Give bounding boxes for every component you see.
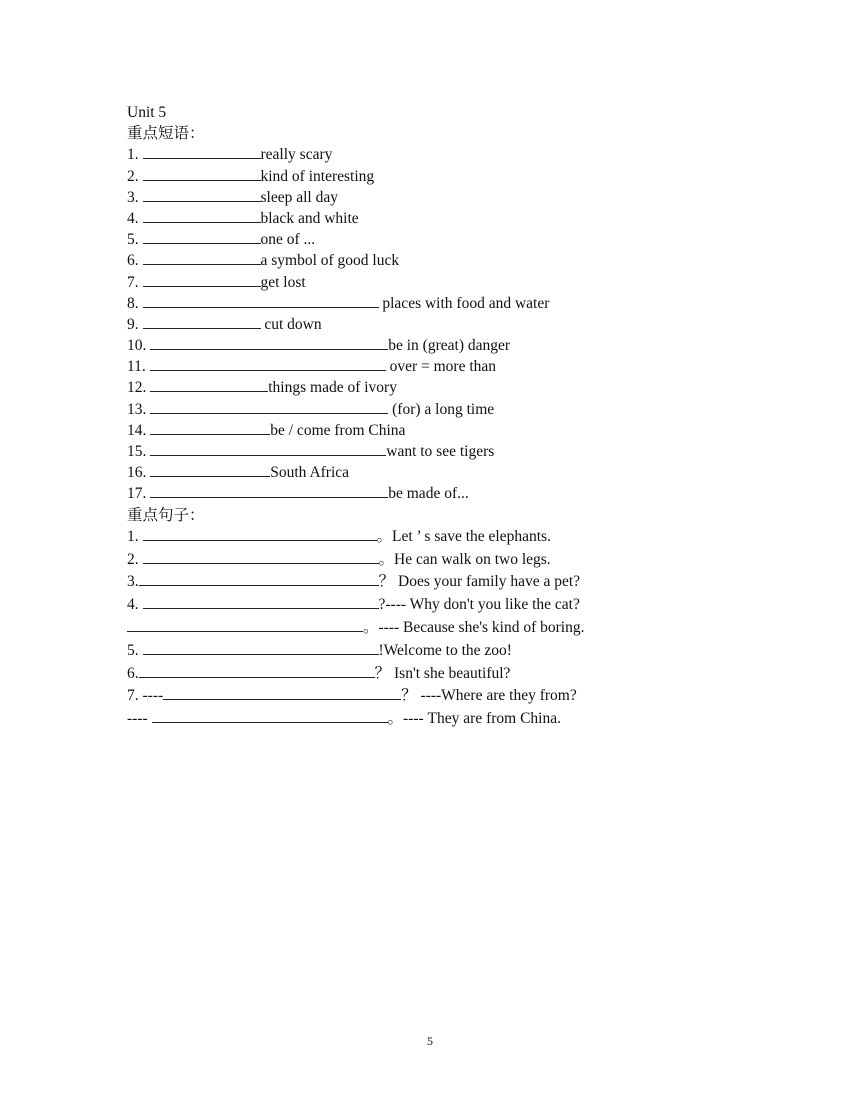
item-number: 10. [127, 337, 151, 355]
phrase-item [127, 420, 767, 441]
item-number: 2. [127, 550, 143, 568]
answer-blank[interactable] [143, 208, 261, 223]
sentence-text: 。Let ’ s save the elephants. [376, 527, 551, 545]
phrase-item [127, 293, 767, 314]
sentence-item [127, 571, 767, 594]
answer-blank[interactable] [150, 462, 270, 477]
phrase-text: sleep all day [260, 188, 338, 206]
item-number: 3. [127, 573, 139, 591]
answer-blank[interactable] [150, 335, 388, 350]
item-number: 6. [127, 252, 143, 270]
sentence-item [127, 708, 767, 731]
sentence-text: !Welcome to the zoo! [378, 641, 512, 659]
phrase-item [127, 483, 767, 504]
phrase-item [127, 335, 767, 356]
item-number: 5. [127, 641, 143, 659]
item-number: 7. ---- [127, 687, 164, 705]
item-number: ---- [127, 710, 152, 728]
item-number: 9. [127, 315, 143, 333]
sentence-text: ？ Isn't she beautiful? [374, 664, 511, 682]
answer-blank[interactable] [163, 685, 401, 700]
sentence-item [127, 640, 767, 663]
phrase-text: be made of... [388, 485, 469, 503]
sentence-list [127, 526, 767, 731]
phrase-item [127, 208, 767, 229]
item-number: 2. [127, 167, 143, 185]
phrase-text: be in (great) danger [388, 337, 511, 355]
phrase-item [127, 441, 767, 462]
phrase-text: really scary [260, 146, 333, 164]
sentence-item [127, 663, 767, 686]
sentence-text: ？ ----Where are they from? [401, 687, 577, 705]
phrase-item [127, 314, 767, 335]
phrase-item [127, 377, 767, 398]
phrase-text: South Africa [270, 464, 350, 482]
phrase-item [127, 462, 767, 483]
phrase-item [127, 187, 767, 208]
worksheet-content [127, 102, 767, 731]
phrase-item [127, 229, 767, 250]
phrase-text: get lost [260, 273, 306, 291]
item-number: 6. [127, 664, 139, 682]
phrase-text: kind of interesting [260, 167, 375, 185]
item-number: 16. [127, 464, 151, 482]
item-number: 17. [127, 485, 151, 503]
answer-blank[interactable] [143, 144, 261, 159]
sentence-text: ?---- Why don't you like the cat? [378, 596, 580, 614]
phrase-text: want to see tigers [386, 443, 495, 460]
answer-blank[interactable] [143, 166, 261, 181]
item-number: 5. [127, 231, 143, 249]
answer-blank[interactable] [139, 663, 375, 678]
answer-blank[interactable] [150, 377, 268, 392]
page-number: 5 [427, 1034, 433, 1048]
phrase-text: a symbol of good luck [260, 252, 400, 270]
sentence-item [127, 617, 767, 640]
sentence-text: 。---- They are from China. [387, 710, 561, 728]
phrase-text: be / come from China [270, 421, 406, 439]
item-number: 1. [127, 146, 143, 164]
phrase-item [127, 144, 767, 165]
phrase-item [127, 166, 767, 187]
item-number: 15. [127, 443, 151, 460]
sentence-text: 。---- Because she's kind of boring. [363, 618, 585, 636]
answer-blank[interactable] [150, 483, 388, 498]
answer-blank[interactable] [143, 272, 261, 287]
phrase-item [127, 399, 767, 420]
answer-blank[interactable] [139, 571, 379, 586]
answer-blank[interactable] [143, 293, 379, 308]
answer-blank[interactable] [127, 617, 363, 632]
item-number: 4. [127, 596, 143, 614]
item-number: 8. [127, 294, 143, 312]
phrase-text: (for) a long time [388, 400, 495, 418]
item-number: 7. [127, 273, 143, 291]
answer-blank[interactable] [150, 441, 386, 456]
phrase-text: things made of ivory [268, 379, 397, 397]
sentence-item [127, 594, 767, 617]
sentences-heading: 重点句子： [127, 506, 205, 524]
answer-blank[interactable] [143, 640, 379, 655]
item-number: 11. [127, 358, 150, 376]
phrase-list [127, 144, 767, 504]
answer-blank[interactable] [150, 399, 388, 414]
answer-blank[interactable] [143, 526, 377, 541]
phrase-text: black and white [260, 209, 359, 227]
item-number: 3. [127, 188, 143, 206]
item-number: 13. [127, 400, 151, 418]
answer-blank[interactable] [143, 229, 261, 244]
unit-title: Unit 5 [127, 104, 167, 121]
sentence-item [127, 526, 767, 549]
answer-blank[interactable] [152, 708, 388, 723]
phrase-text: one of ... [260, 231, 316, 249]
phrase-text: cut down [260, 315, 322, 333]
answer-blank[interactable] [143, 549, 379, 564]
sentence-text: ？ Does your family have a pet? [378, 573, 581, 591]
item-number: 1. [127, 527, 143, 545]
item-number: 4. [127, 209, 143, 227]
answer-blank[interactable] [143, 250, 261, 265]
item-number: 14. [127, 421, 151, 439]
phrase-item [127, 250, 767, 271]
answer-blank[interactable] [143, 314, 261, 329]
answer-blank[interactable] [150, 356, 386, 371]
phrase-item [127, 272, 767, 293]
phrase-item [127, 356, 767, 377]
answer-blank[interactable] [143, 187, 261, 202]
answer-blank[interactable] [143, 594, 379, 609]
sentence-text: 。He can walk on two legs. [378, 550, 551, 568]
answer-blank[interactable] [150, 420, 270, 435]
phrases-heading: 重点短语： [127, 125, 205, 143]
phrase-text: over = more than [385, 358, 497, 376]
sentence-item [127, 549, 767, 572]
item-number: 12. [127, 379, 151, 397]
sentence-item [127, 685, 767, 708]
phrase-text: places with food and water [378, 294, 550, 312]
